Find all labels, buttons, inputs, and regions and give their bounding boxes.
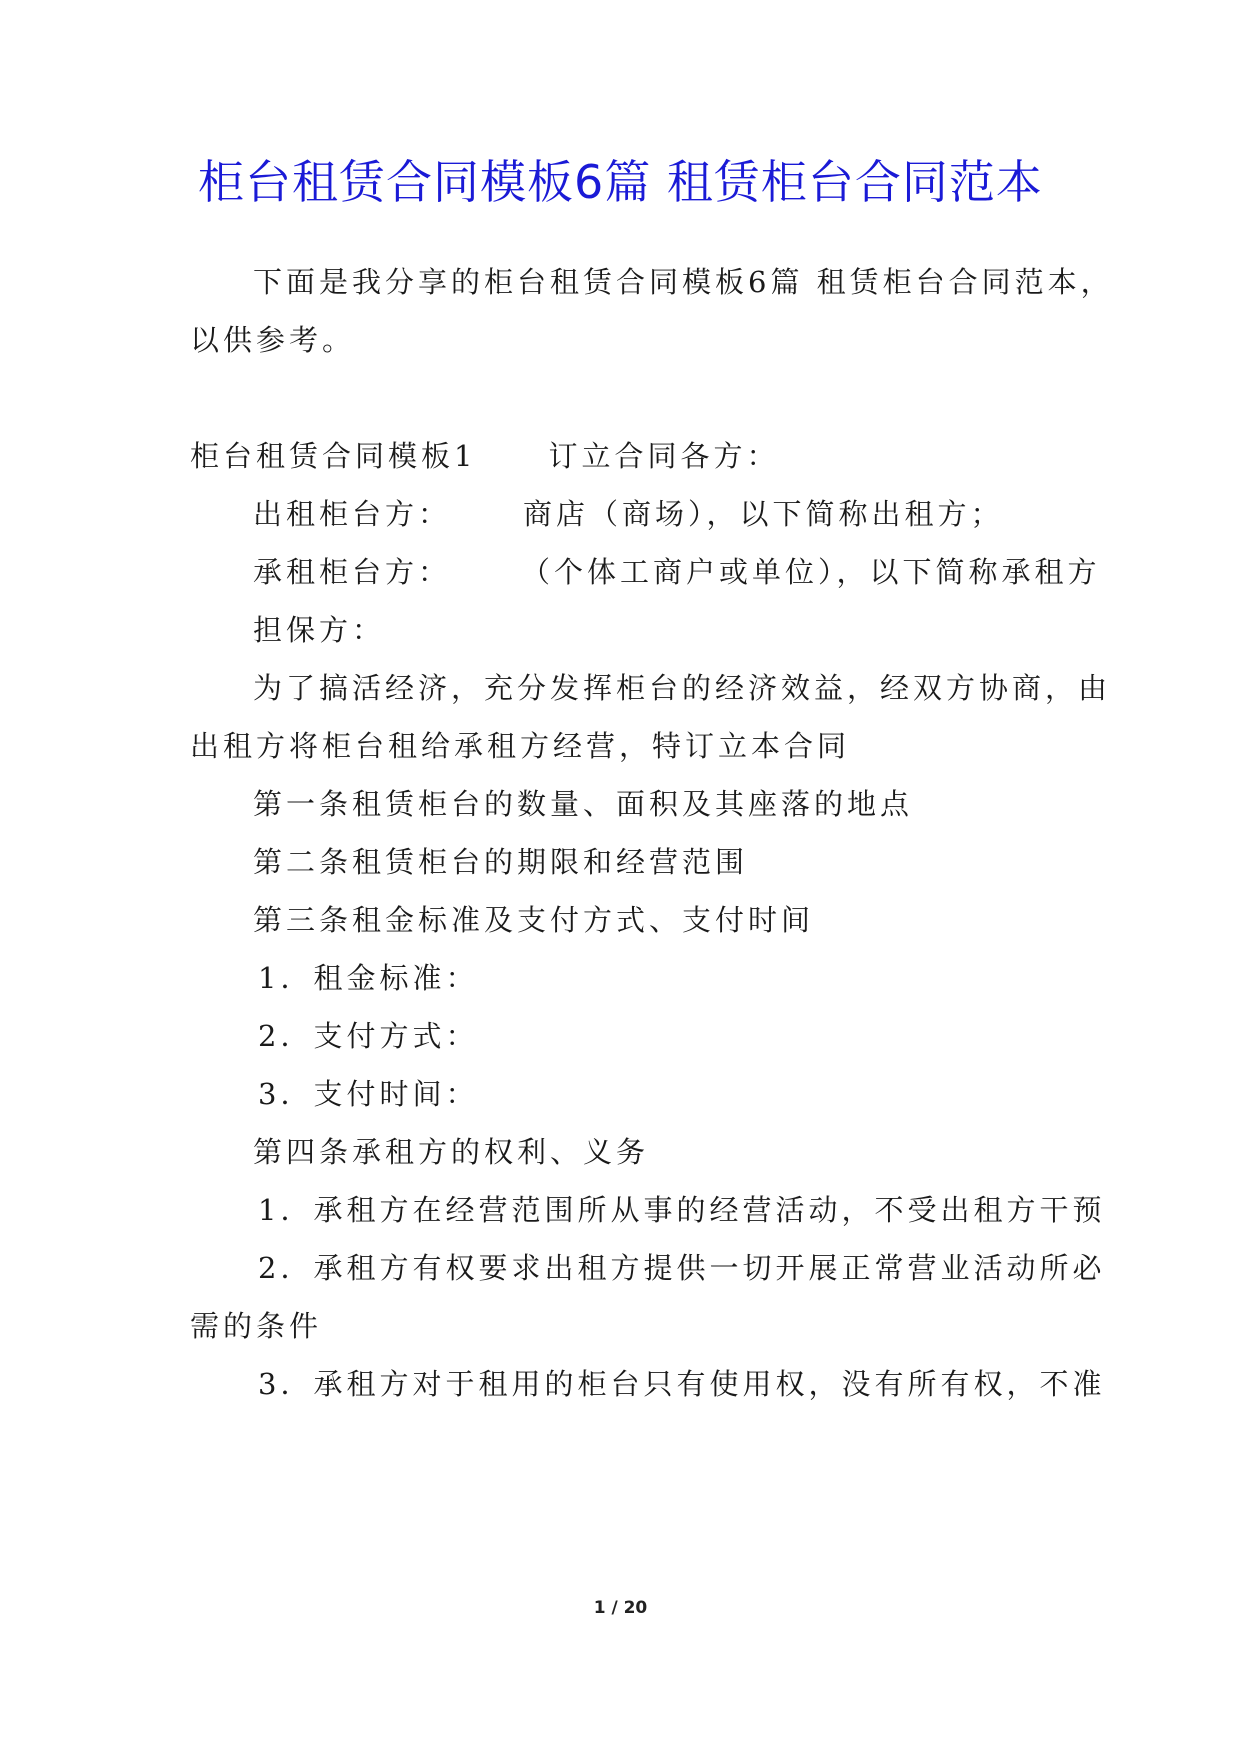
article-3-item-1: 1．租金标准： [258, 961, 479, 995]
document-title: 柜台租赁合同模板6篇 租赁柜台合同范本 [198, 155, 1043, 209]
purpose-line-1: 为了搞活经济，充分发挥柜台的经济效益，经双方协商，由 [253, 671, 1112, 705]
lessee-label: 承租柜台方： [253, 555, 452, 589]
lessor-label: 出租柜台方： [253, 497, 452, 531]
article-4-item-2-line-2: 需的条件 [190, 1309, 323, 1343]
lessee-text: （个体工商户或单位），以下简称承租方 [521, 555, 1101, 589]
article-4-item-1: 1．承租方在经营范围所从事的经营活动，不受出租方干预 [258, 1193, 1106, 1227]
lessor-text: 商店（商场），以下简称出租方； [523, 497, 1004, 531]
article-3-item-2: 2．支付方式： [258, 1019, 479, 1053]
article-3-item-3: 3．支付时间： [258, 1077, 479, 1111]
purpose-line-2: 出租方将柜台租给承租方经营，特订立本合同 [190, 729, 851, 763]
intro-line-2: 以供参考。 [190, 323, 356, 357]
intro-line-1: 下面是我分享的柜台租赁合同模板6篇 租赁柜台合同范本， [253, 265, 1114, 299]
guarantor-line: 担保方： [253, 613, 386, 647]
page-number: 1 / 20 [593, 1598, 648, 1618]
section-heading-text: 订立合同各方： [548, 439, 780, 473]
section-heading [190, 436, 779, 476]
section-heading-label: 柜台租赁合同模板1 [190, 439, 477, 473]
article-2: 第二条租赁柜台的期限和经营范围 [253, 845, 749, 879]
article-1: 第一条租赁柜台的数量、面积及其座落的地点 [253, 787, 914, 821]
article-3: 第三条租金标准及支付方式、支付时间 [253, 903, 815, 937]
article-4: 第四条承租方的权利、义务 [253, 1135, 650, 1169]
lessee-line [253, 552, 1101, 592]
article-4-item-2-line-1: 2．承租方有权要求出租方提供一切开展正常营业活动所必 [258, 1251, 1106, 1285]
lessor-line [253, 494, 1004, 534]
article-4-item-3: 3．承租方对于租用的柜台只有使用权，没有所有权，不准 [258, 1367, 1106, 1401]
